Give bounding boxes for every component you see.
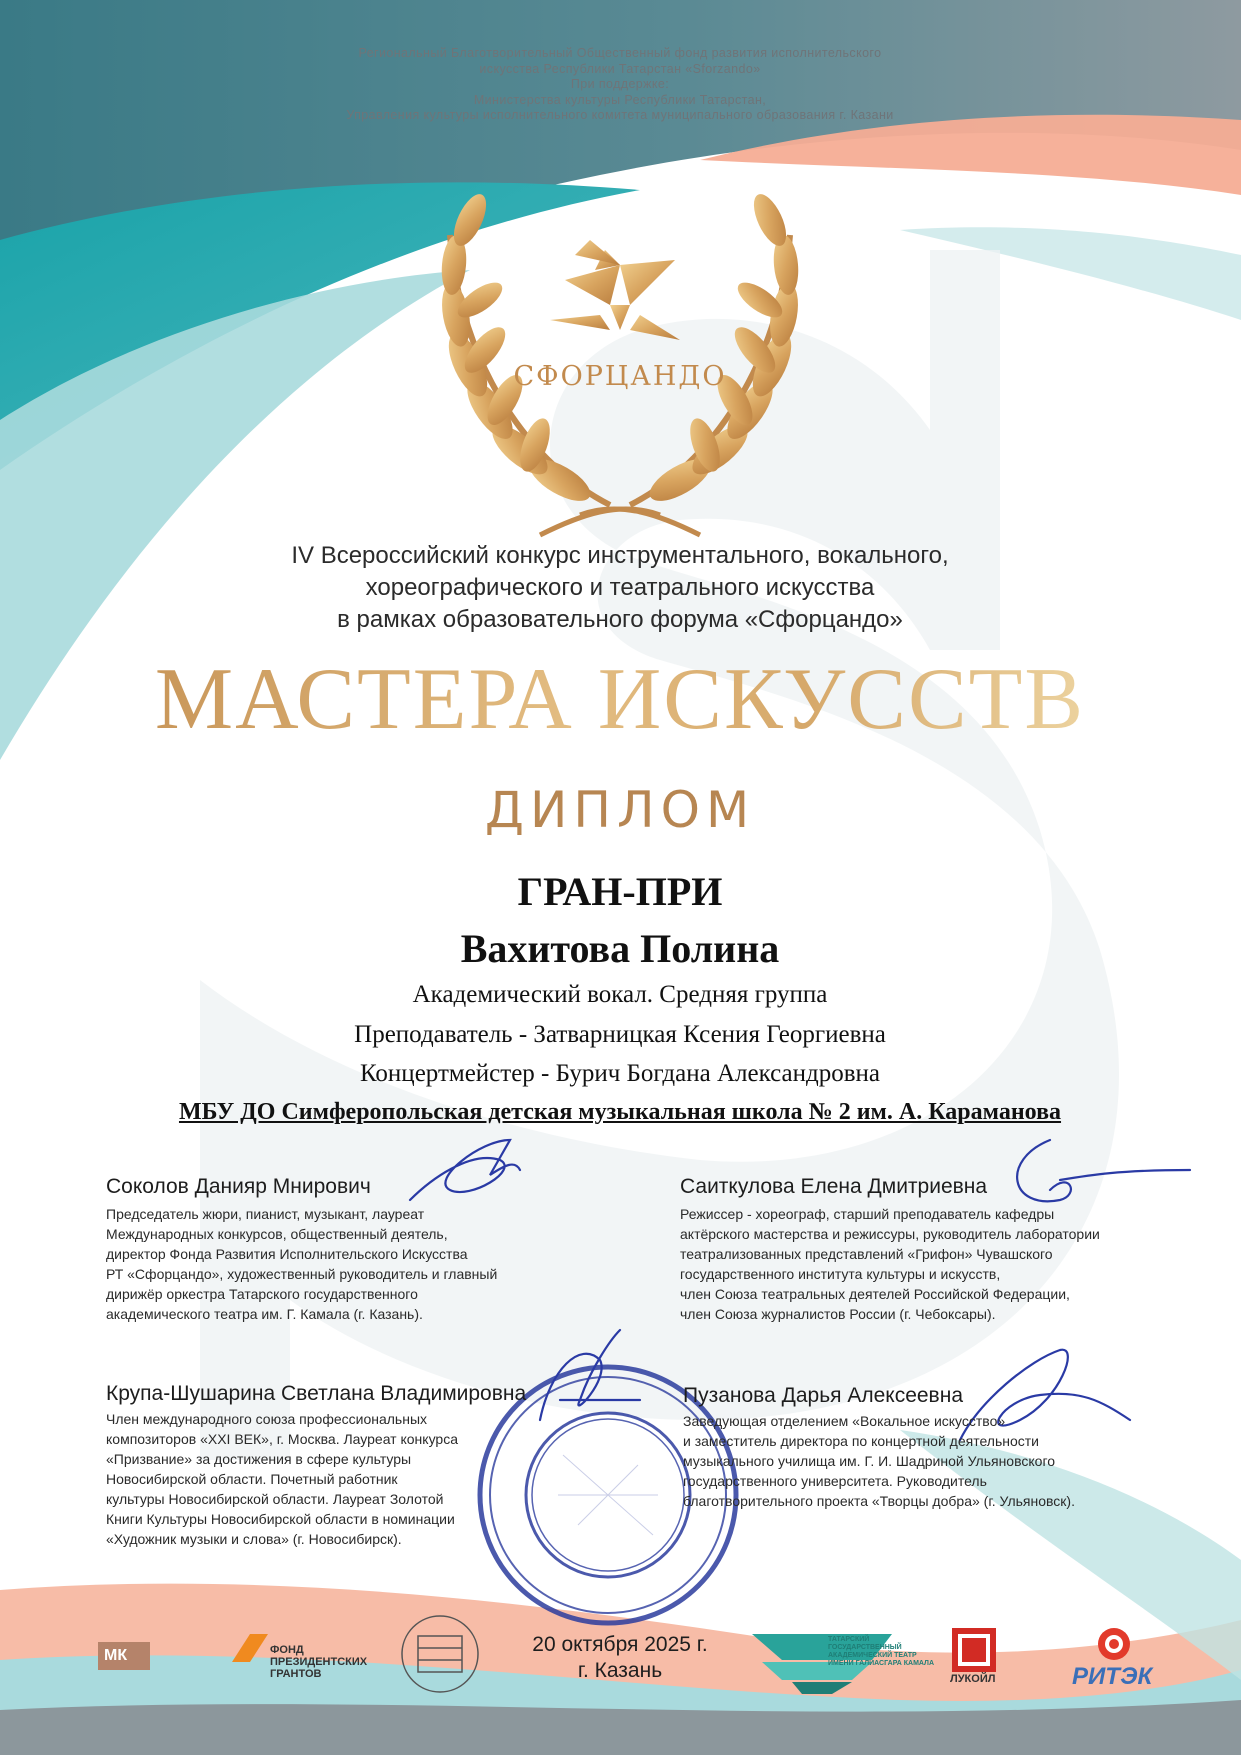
- contest-title-text: МАСТЕРА ИСКУССТВ: [154, 651, 1086, 748]
- header-line: Региональный Благотворительный Общественный фонд развития исполнительского: [358, 46, 882, 60]
- contest-line: IV Всероссийский конкурс инструментального, вокального,: [291, 542, 949, 569]
- presidential-grants-logo-text: [270, 1644, 380, 1680]
- jury-desc-line: культуры Новосибирской области. Лауреат Золотой: [106, 1491, 444, 1507]
- jury-desc-line: академического театра им. Г. Камала (г. Казань).: [106, 1306, 423, 1322]
- jury-desc-line: государственного университета. Руководитель: [683, 1473, 987, 1489]
- issue-date: 20 октября 2025 г.: [532, 1633, 708, 1656]
- jury-desc-line: член Союза театральных деятелей Российской Федерации,: [680, 1286, 1070, 1302]
- header-line: Министерства культуры Республики Татарстан,: [473, 92, 767, 107]
- jury-desc-line: Новосибирской области. Почетный работник: [106, 1471, 398, 1487]
- header-line: При поддержке:: [570, 77, 670, 91]
- jury-member-3: [106, 1381, 526, 1549]
- nomination: Академический вокал. Средняя группа: [412, 981, 828, 1008]
- jury-description: [683, 1411, 1075, 1511]
- document-type: ДИПЛОМ: [484, 781, 756, 839]
- ritek-logo-text: РИТЭК: [1072, 1663, 1153, 1690]
- kamal-theatre-logo-text: [828, 1636, 938, 1668]
- jury-description: [106, 1409, 526, 1549]
- jury-desc-line: актёрского мастерства и режиссуры, руководитель лаборатории: [680, 1226, 1100, 1242]
- jury-desc-line: «Художник музыки и слова» (г. Новосибирск).: [106, 1531, 402, 1547]
- jury-member-4: [683, 1383, 1075, 1511]
- contest-line: в рамках образовательного форума «Сфорцандо»: [337, 606, 903, 633]
- jury-desc-line: музыкального училища им. Г. И. Шадриной Ульяновского: [683, 1453, 1056, 1469]
- jury-member-1: [106, 1174, 497, 1324]
- header-organizers: [220, 46, 1020, 124]
- jury-desc-line: директор Фонда Развития Исполнительского Искусства: [106, 1246, 468, 1262]
- header-line: искусства Республики Татарстан «Sforzando»: [479, 61, 761, 76]
- jury-desc-line: Член международного союза профессиональных: [106, 1411, 428, 1427]
- jury-desc-line: Книги Культуры Новосибирской области в номинации: [106, 1511, 455, 1527]
- participant-name: Вахитова Полина: [460, 926, 780, 971]
- jury-description: [106, 1204, 497, 1324]
- school-name: МБУ ДО Симферопольская детская музыкальная школа № 2 им. А. Караманова: [178, 1099, 1062, 1125]
- ritek-logo: [1098, 1628, 1130, 1660]
- accompanist: Концертмейстер - Бурич Богдана Александровна: [360, 1060, 880, 1087]
- lukoil-logo-text: ЛУКОЙЛ: [950, 1673, 996, 1685]
- jury-name: Саиткулова Елена Дмитриевна: [680, 1175, 988, 1198]
- presidential-grants-text: ФОНД ПРЕЗИДЕНТСКИХ ГРАНТОВ: [270, 1644, 368, 1680]
- issue-city: г. Казань: [577, 1659, 663, 1682]
- jury-description: [680, 1204, 1100, 1324]
- issue-date-city: [470, 1632, 770, 1684]
- kamal-theatre-text: ТАТАРСКИЙ ГОСУДАРСТВЕННЫЙ АКАДЕМИЧЕСКИЙ ТЕАТР ИМЕНИ ГАЛИАСГАРА КАМАЛА: [828, 1636, 935, 1667]
- mk-logo-text: МК: [104, 1647, 128, 1664]
- jury-desc-line: благотворительного проекта «Творцы добра» (г. Ульяновск).: [683, 1493, 1075, 1509]
- emblem-brand-text: СФОРЦАНДО: [513, 361, 727, 392]
- jury-desc-line: театрализованных представлений «Грифон» Чувашского: [680, 1246, 1053, 1262]
- contest-line: хореографического и театрального искусства: [365, 574, 875, 601]
- jury-name: Крупа-Шушарина Светлана Владимировна: [106, 1382, 527, 1405]
- jury-desc-line: Заведующая отделением «Вокальное искусство»: [683, 1413, 1006, 1429]
- jury-desc-line: РТ «Сфорцандо», художественный руководитель и главный: [106, 1266, 498, 1282]
- contest-title: [80, 652, 1160, 748]
- header-line: Управления культуры исполнительного комитета муниципального образования г. Казани: [346, 108, 894, 122]
- jury-name: Пузанова Дарья Алексеевна: [683, 1384, 963, 1407]
- jury-member-2: [680, 1174, 1100, 1324]
- jury-desc-line: композиторов «XXI ВЕК», г. Москва. Лауреат конкурса: [106, 1431, 458, 1447]
- jury-desc-line: Международных конкурсов, общественный деятель,: [106, 1226, 448, 1242]
- jury-desc-line: «Призвание» за достижения в сфере культуры: [106, 1451, 412, 1467]
- jury-desc-line: Режиссер - хореограф, старший преподаватель кафедры: [680, 1206, 1055, 1222]
- lukoil-logo: [952, 1628, 996, 1672]
- teacher: Преподаватель - Затварницкая Ксения Георгиевна: [354, 1021, 886, 1048]
- jury-desc-line: член Союза журналистов России (г. Чебоксары).: [680, 1306, 996, 1322]
- jury-name: Соколов Данияр Мнирович: [106, 1175, 371, 1198]
- jury-desc-line: и заместитель директора по концертной деятельности: [683, 1433, 1039, 1449]
- jury-desc-line: дирижёр оркестра Татарского государственного: [106, 1286, 418, 1302]
- jury-desc-line: Председатель жюри, пианист, музыкант, лауреат: [106, 1206, 425, 1222]
- contest-subtitle: [120, 540, 1120, 636]
- jury-desc-line: государственного института культуры и искусств,: [680, 1266, 1001, 1282]
- award-level: ГРАН-ПРИ: [517, 869, 723, 914]
